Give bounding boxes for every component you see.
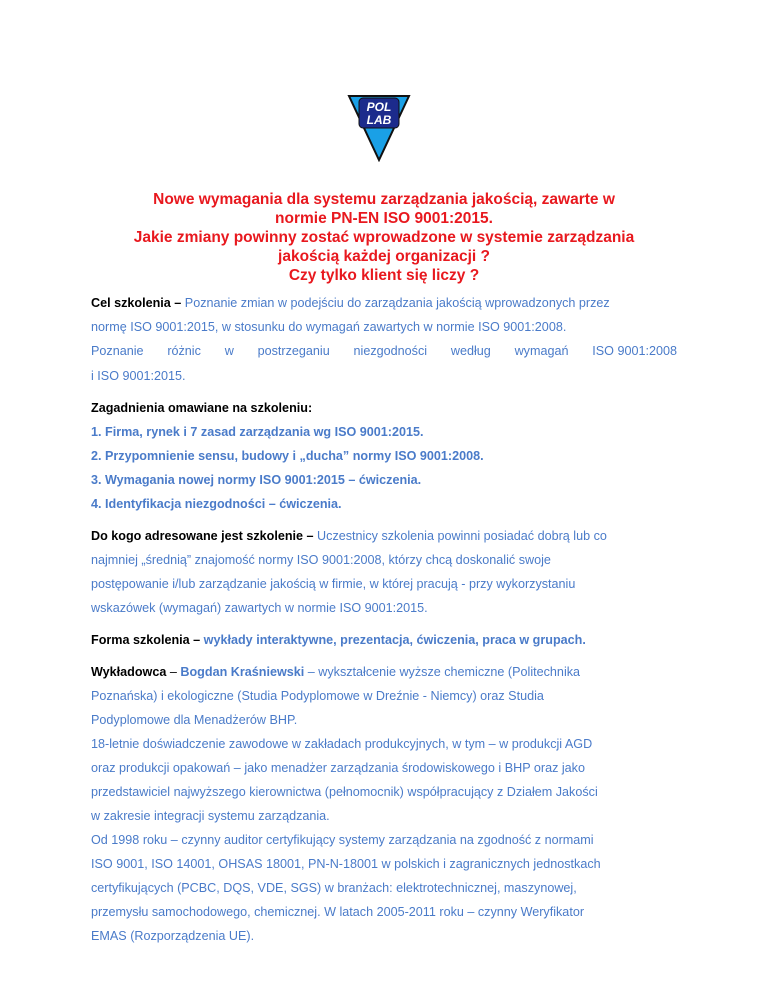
zagadnienia-item: 4. Identyfikacja niezgodności – ćwiczenia. [91,496,342,511]
pollab-logo [339,92,419,162]
section-wykladowca [91,660,677,948]
cel-word: postrzeganiu [257,344,330,358]
wykladowca-text: przemysłu samochodowego, chemicznej. W latach 2005-2011 roku – czynny Weryfikator [91,904,585,919]
logo-text-line2: LAB [366,113,392,127]
wykladowca-text: Poznańska) i ekologiczne (Studia Podyplomowe w Dreźnie - Niemcy) oraz Studia [91,688,544,703]
cel-word: wymagań [514,344,569,358]
adresowane-text: wskazówek (wymagań) zawartych w normie ISO 9001:2015. [91,600,428,615]
title-line: Jakie zmiany powinny zostać wprowadzone w systemie zarządzania [133,229,635,246]
zagadnienia-item: 3. Wymagania nowej normy ISO 9001:2015 – ćwiczenia. [91,472,422,487]
title-line: normie PN-EN ISO 9001:2015. [275,210,493,227]
cel-text: normę ISO 9001:2015, w stosunku do wymagań zawartych w normie ISO 9001:2008. [91,320,567,334]
section-adresowane [91,524,677,620]
cel-text: i ISO 9001:2015. [91,368,186,383]
adresowane-text: najmniej „średnią” znajomość normy ISO 9001:2008, którzy chcą doskonalić swoje [91,552,551,567]
adresowane-text: postępowanie i/lub zarządzanie jakością w firmie, w której pracują - przy wykorzystaniu [91,576,576,591]
cel-word: Poznanie [91,344,144,358]
wykladowca-text: EMAS (Rozporządzenia UE). [91,928,255,943]
adresowane-text: Uczestnicy szkolenia powinni posiadać dobrą lub co [313,528,607,543]
wykladowca-text: ISO 9001, ISO 14001, OHSAS 18001, PN-N-18001 w polskich i zagranicznych jednostkach [91,856,601,871]
wykladowca-name: Bogdan Kraśniewski [180,664,305,679]
wykladowca-text: Od 1998 roku – czynny auditor certyfikujący systemy zarządzania na zgodność z normami [91,832,594,847]
cel-word: według [450,344,491,358]
wykladowca-text: oraz produkcji opakowań – jako menadżer zarządzania środowiskowego i BHP oraz jako [91,760,585,775]
wykladowca-text: – wykształcenie wyższe chemiczne (Politechnika [304,664,581,679]
section-forma [91,628,677,652]
zagadnienia-item: 1. Firma, rynek i 7 zasad zarządzania wg ISO 9001:2015. [91,424,424,439]
document-body [91,291,677,948]
adresowane-label: Do kogo adresowane jest szkolenie – [91,528,314,543]
title-line: Nowe wymagania dla systemu zarządzania jakością, zawarte w [153,191,615,208]
wykladowca-text: certyfikujących (PCBC, DQS, VDE, SGS) w branżach: elektrotechnicznej, maszynowej, [91,880,577,895]
zagadnienia-item: 2. Przypomnienie sensu, budowy i „ducha” normy ISO 9001:2008. [91,448,484,463]
cel-word: ISO 9001:2008 [592,344,677,358]
section-zagadnienia [91,396,677,516]
cel-text: Poznanie zmian w podejściu do zarządzania jakością wprowadzonych przez [181,296,610,310]
title-line: Czy tylko klient się liczy ? [288,267,480,284]
wykladowca-dash: – [166,664,181,679]
document-title [90,190,678,285]
section-cel [91,291,677,388]
cel-word: niezgodności [353,344,428,358]
wykladowca-label: Wykładowca [91,664,167,679]
title-line: jakością każdej organizacji ? [278,248,490,265]
cel-text-justified [91,339,677,364]
zagadnienia-heading: Zagadnienia omawiane na szkoleniu: [91,400,313,415]
cel-word: różnic [167,344,201,358]
wykladowca-text: przedstawiciel najwyższego kierownictwa (pełnomocnik) współpracujący z Działem Jakości [91,784,598,799]
cel-word: w [224,344,234,358]
logo-text-line1: POL [366,100,392,114]
forma-text: wykłady interaktywne, prezentacja, ćwiczenia, praca w grupach. [200,632,586,647]
cel-label: Cel szkolenia – [91,296,182,310]
wykladowca-text: Podyplomowe dla Menadżerów BHP. [91,712,298,727]
forma-label: Forma szkolenia – [91,632,201,647]
wykladowca-text: 18-letnie doświadczenie zawodowe w zakładach produkcyjnych, w tym – w produkcji AGD [91,736,593,751]
wykladowca-text: w zakresie integracji systemu zarządzania. [91,808,330,823]
